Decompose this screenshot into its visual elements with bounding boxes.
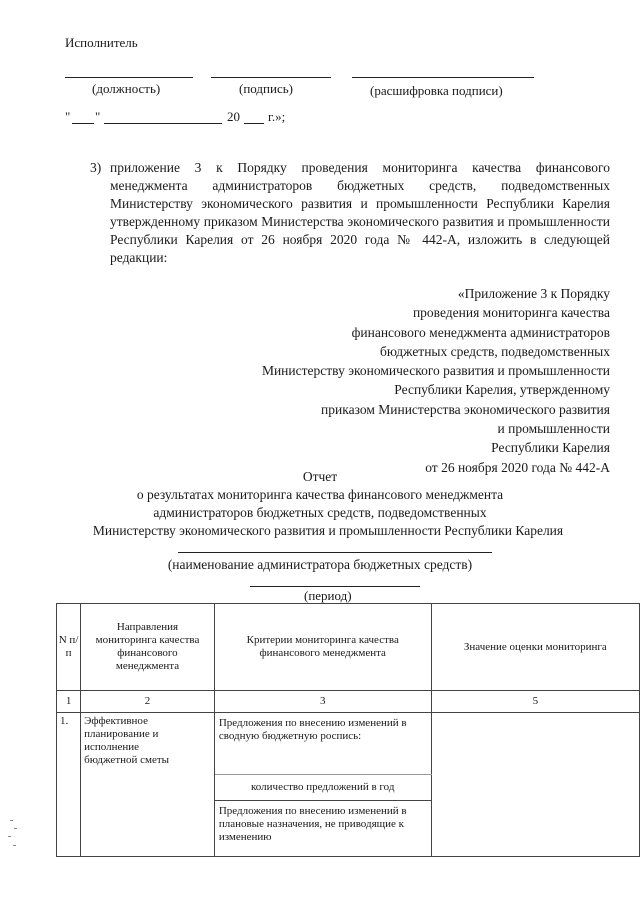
signature-caption: (подпись) — [239, 81, 293, 96]
row1-num: 1. — [57, 713, 81, 857]
report-subtitle-line: о результатах мониторинга качества финансового менеджмента — [136, 487, 504, 502]
admin-name-line — [178, 552, 492, 553]
appendix-line: финансового менеджмента администраторов — [351, 324, 610, 340]
period-line — [250, 586, 420, 587]
colnum-3: 3 — [214, 691, 431, 713]
scan-speck — [13, 845, 16, 846]
table-row — [57, 713, 640, 775]
admin-caption: (наименование администратора бюджетных средств) — [167, 557, 473, 572]
row1-criteria-1: Предложения по внесению изменений в сводную бюджетную роспись: — [214, 713, 431, 775]
date-day-line — [72, 123, 94, 124]
report-subtitle-line: администраторов бюджетных средств, подведомственных — [153, 505, 487, 520]
appendix-line: приказом Министерства экономического развития — [321, 401, 610, 417]
date-quote-close: " — [95, 109, 101, 124]
scan-speck — [10, 820, 13, 821]
table-header-row — [57, 604, 640, 691]
row1-direction: Эффективное планирование и исполнение бюджетной сметы — [81, 713, 215, 857]
decode-line — [352, 77, 534, 78]
paragraph-3 — [90, 159, 610, 267]
colnum-5: 5 — [431, 691, 639, 713]
period-caption: (период) — [304, 588, 352, 603]
appendix-line: Республики Карелия, утвержденному — [394, 382, 610, 398]
colnum-2: 2 — [81, 691, 215, 713]
appendix-line: «Приложение 3 к Порядку — [457, 286, 610, 301]
monitoring-table — [56, 603, 640, 857]
header-num: N п/п — [57, 604, 81, 691]
header-value: Значение оценки мониторинга — [431, 604, 639, 691]
appendix-line: Министерству экономического развития и промышленности — [261, 363, 610, 379]
date-month-line — [104, 123, 222, 124]
decode-caption: (расшифровка подписи) — [370, 83, 503, 98]
date-year-line — [244, 123, 264, 124]
paragraph-number: 3) — [90, 160, 102, 175]
row1-criteria-2: Предложения по внесению изменений в плановые назначения, не приводящие к изменению — [214, 801, 431, 857]
scan-speck — [8, 836, 11, 837]
row1-value — [431, 713, 639, 857]
appendix-header — [150, 284, 610, 477]
header-criteria: Критерии мониторинга качества финансового менеджмента — [214, 604, 431, 691]
header-direction: Направления мониторинга качества финансового менеджмента — [81, 604, 215, 691]
colnum-1: 1 — [57, 691, 81, 713]
paragraph-text: приложение 3 к Порядку проведения мониторинга качества финансового менеджмента администраторов бюджетных средств, подведомственных Министерству экономического развития и промышленности Республики Карелия утвержденному приказом Министерства экономического развития и промышленности Республики Карелия от 26 ноября 2020 года № 442-А, изложить в следующей редакции: — [110, 160, 610, 265]
position-line — [65, 77, 193, 78]
date-year-suffix: г.»; — [268, 109, 286, 124]
signature-line — [211, 77, 331, 78]
scan-speck — [14, 828, 17, 829]
executor-label: Исполнитель — [65, 35, 138, 50]
column-numbers-row — [57, 691, 640, 713]
appendix-line: бюджетных средств, подведомственных — [380, 343, 610, 359]
appendix-line: Республики Карелия — [491, 440, 610, 456]
appendix-line: и промышленности — [497, 421, 610, 437]
position-caption: (должность) — [92, 81, 161, 96]
report-title: Отчет — [302, 469, 338, 484]
report-subtitle-line: Министерству экономического развития и промышленности Республики Карелия — [92, 523, 564, 538]
date-year-prefix: 20 — [227, 109, 240, 124]
appendix-line: от 26 ноября 2020 года № 442-А — [425, 459, 610, 475]
date-quote-open: " — [65, 109, 71, 124]
appendix-line: проведения мониторинга качества — [412, 305, 610, 321]
row1-criteria-1-sub: количество предложений в год — [214, 775, 431, 801]
